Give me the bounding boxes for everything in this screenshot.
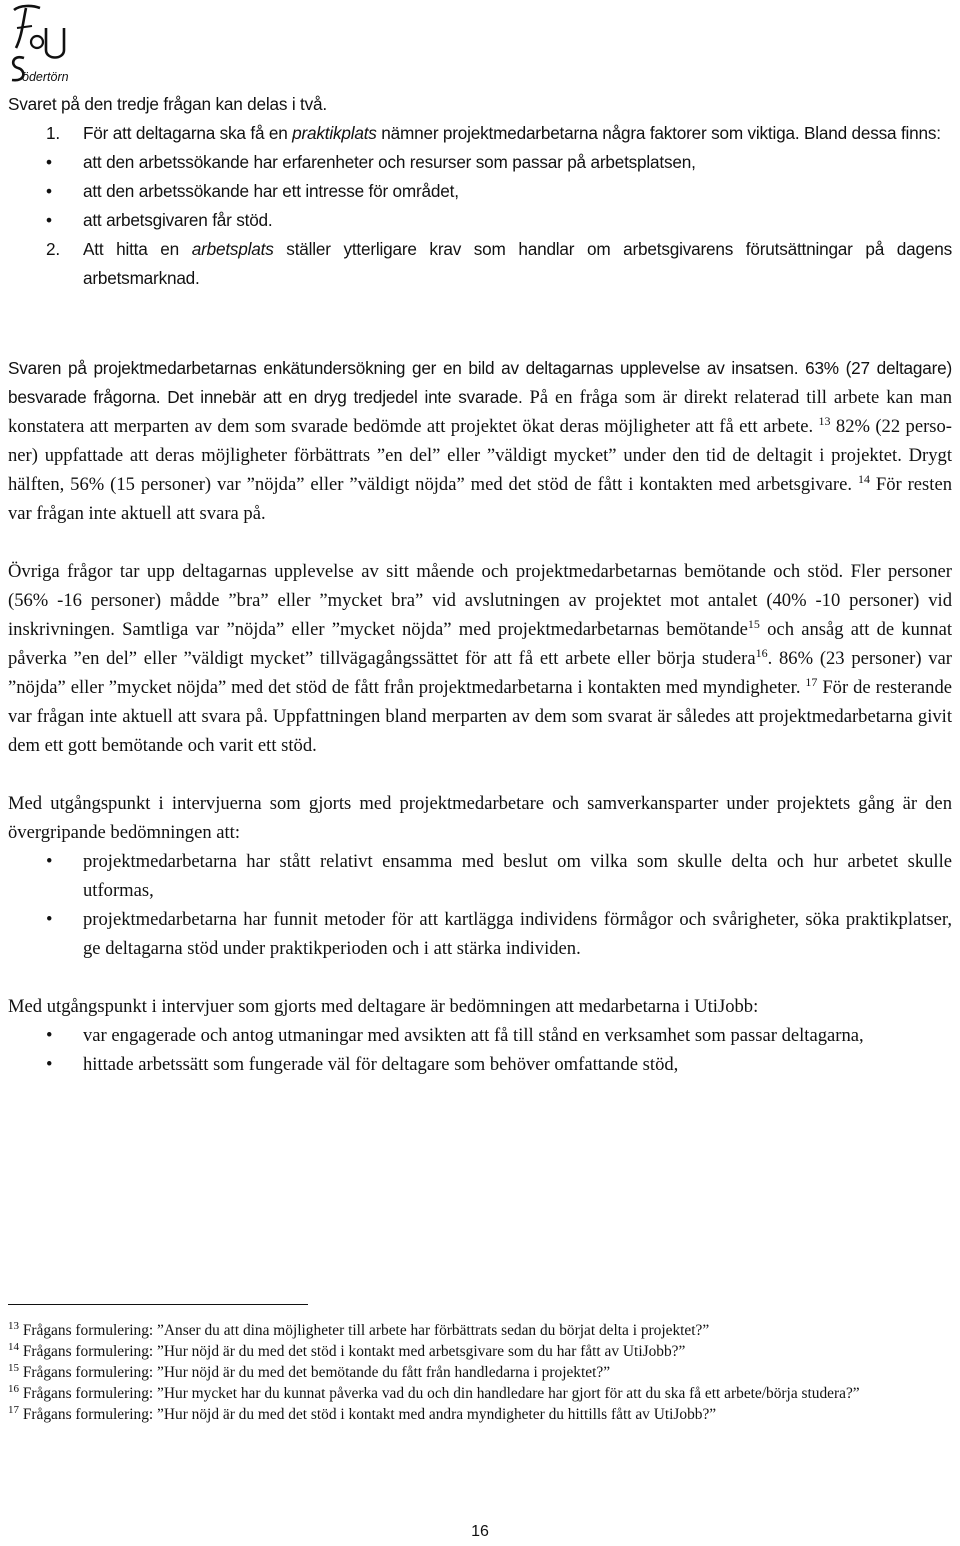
- bullet-icon: •: [46, 851, 53, 872]
- bullet-icon: •: [46, 1025, 53, 1046]
- bullet-icon: •: [46, 1054, 53, 1075]
- footnote: $^{16}$ Frågans formulering: ”Hur mycket har du kunnat påverka vad du och din handledare har gjort för att du ska få ett arbete/börja studera?”: [8, 1382, 860, 1402]
- bullet-icon: •: [46, 181, 52, 201]
- page-number: 16: [471, 1523, 489, 1540]
- footnote-ref: 15: [747, 616, 760, 631]
- list-item: • att den arbetssökande har erfarenheter och resurser som passar på arbetsplatsen,: [8, 148, 952, 177]
- footnote-number: 16: [8, 1382, 19, 1395]
- list-item: • projektmedarbetarna har funnit metoder för att kartlägga individens förmågor och svårigheter, söka praktikplatser, ge deltagarna stöd under praktikperioden och i att stärka individen.: [8, 905, 952, 963]
- footnote: $^{13}$ Frågans formulering: ”Anser du att dina möjligheter till arbete har förbättrats sedan du börjat delta i projektet?”: [8, 1319, 710, 1339]
- list-item: • projektmedarbetarna har stått relativt ensamma med beslut om vilka som skulle delta och hur arbetet skulle utformas,: [8, 847, 952, 905]
- fou-sodertorn-logo: [6, 2, 88, 86]
- item-number: 2.: [46, 239, 60, 259]
- footnote-number: 15: [8, 1361, 19, 1374]
- footnote: $^{17}$ Frågans formulering: ”Hur nöjd är du med det stöd i kontakt med andra myndigheter du hittills fått av UtiJobb?”: [8, 1403, 717, 1423]
- paragraph: Med utgångspunkt i intervjuerna som gjorts med projektmedarbetare och samverkansparter under projektets gång är den övergripande bedömningen att:: [8, 793, 952, 843]
- bullet-icon: •: [46, 152, 52, 172]
- svg-text:ödertörn: ödertörn: [22, 70, 69, 84]
- footnote-divider: [8, 1304, 308, 1305]
- footnote: $^{15}$ Frågans formulering: ”Hur nöjd är du med det bemötande du fått från handledarna i projektet?”: [8, 1361, 611, 1381]
- footnote-ref: 14: [857, 471, 870, 486]
- list-item: • hittade arbetssätt som fungerade väl för deltagare som behöver omfattande stöd,: [8, 1050, 952, 1079]
- section-answer-three: [8, 90, 952, 293]
- paragraph: Svaren på projektmedarbetarnas enkätundersökning ger en bild av deltagarnas upplevelse av insatsen. 63% (27 deltagare) besvarade frågorna. Det innebär att en dryg tredjedel inte svarade. På en fråga som är direkt relaterad till arbete kan man konstatera att merparten av dem som svarade bedömde att projektet ökat deras möjligheter att få ett arbete. $^{13}$ 82% (22 personer) uppfattade att deras möjligheter förbättrats ”en del” eller ”väldigt mycket” under den tid de deltagit i projektet. Drygt hälften, 56% (15 personer) var ”nöjda” eller ”väldigt nöjda” med det stöd de fått i kontakten med arbetsgivare. $^{14}$ För resten var frågan inte aktuell att svara på.: [8, 358, 952, 524]
- item-number: 1.: [46, 123, 60, 143]
- footnote-ref: 13: [818, 413, 831, 428]
- paragraph: Övriga frågor tar upp deltagarnas upplevelse av sitt mående och projektmedarbetarnas bemötande och stöd. Fler personer (56% -16 personer) mådde ”bra” eller ”mycket bra” vid avslutningen av projektet mot antalet (40% -10 personer) vid inskrivningen. Samtliga var ”nöjda” eller ”mycket nöjda” med projektmedarbetarnas bemötande$^{15}$ och ansåg att de kunnat påverka ”en del” eller ”väldigt mycket” tillvägagångssättet för att få ett arbete eller börja studera$^{16}$. 86% (23 personer) var ”nöjda” eller ”mycket nöjda” med det stöd de fått från projektmedarbetarna i kontakten med myndigheter. $^{17}$ För de resterande var frågan inte aktuell att svara på. Uppfattningen bland merparten av dem som svarat är således att projektmedarbetarna givit dem ett gott bemötande och varit ett stöd.: [8, 561, 952, 756]
- footnote-ref: 16: [755, 645, 768, 660]
- bullet-icon: •: [46, 210, 52, 230]
- list-item: • att arbetsgivaren får stöd.: [8, 206, 952, 235]
- numbered-item-1: 1. För att deltagarna ska få en praktikplats nämner projektmedarbetarna några faktorer som viktiga. Bland dessa finns:: [8, 119, 952, 148]
- bullet-icon: •: [46, 909, 53, 930]
- footnotes: [8, 1320, 952, 1425]
- emphasis: praktikplats: [292, 123, 377, 143]
- footnote-number: 13: [8, 1319, 19, 1332]
- paragraph-survey: [8, 354, 952, 1079]
- footnote-ref: 17: [805, 674, 818, 689]
- emphasis: arbetsplats: [191, 239, 274, 259]
- paragraph: Med utgångspunkt i intervjuer som gjorts med deltagare är bedömningen att medarbetarna i UtiJobb:: [8, 996, 759, 1017]
- footnote-number: 14: [8, 1340, 19, 1353]
- list-item: • att den arbetssökande har ett intresse för området,: [8, 177, 952, 206]
- footnote: $^{14}$ Frågans formulering: ”Hur nöjd är du med det stöd i kontakt med arbetsgivare som du har fått av UtiJobb?”: [8, 1340, 686, 1360]
- numbered-item-2: 2. Att hitta en arbetsplats ställer ytterligare krav som handlar om arbetsgivarens förutsättningar på dagens arbetsmarknad.: [8, 235, 952, 293]
- list-item: • var engagerade och antog utmaningar med avsikten att få till stånd en verksamhet som passar deltagarna,: [8, 1021, 952, 1050]
- footnote-number: 17: [8, 1403, 19, 1416]
- intro-line: Svaret på den tredje frågan kan delas i två.: [8, 94, 327, 114]
